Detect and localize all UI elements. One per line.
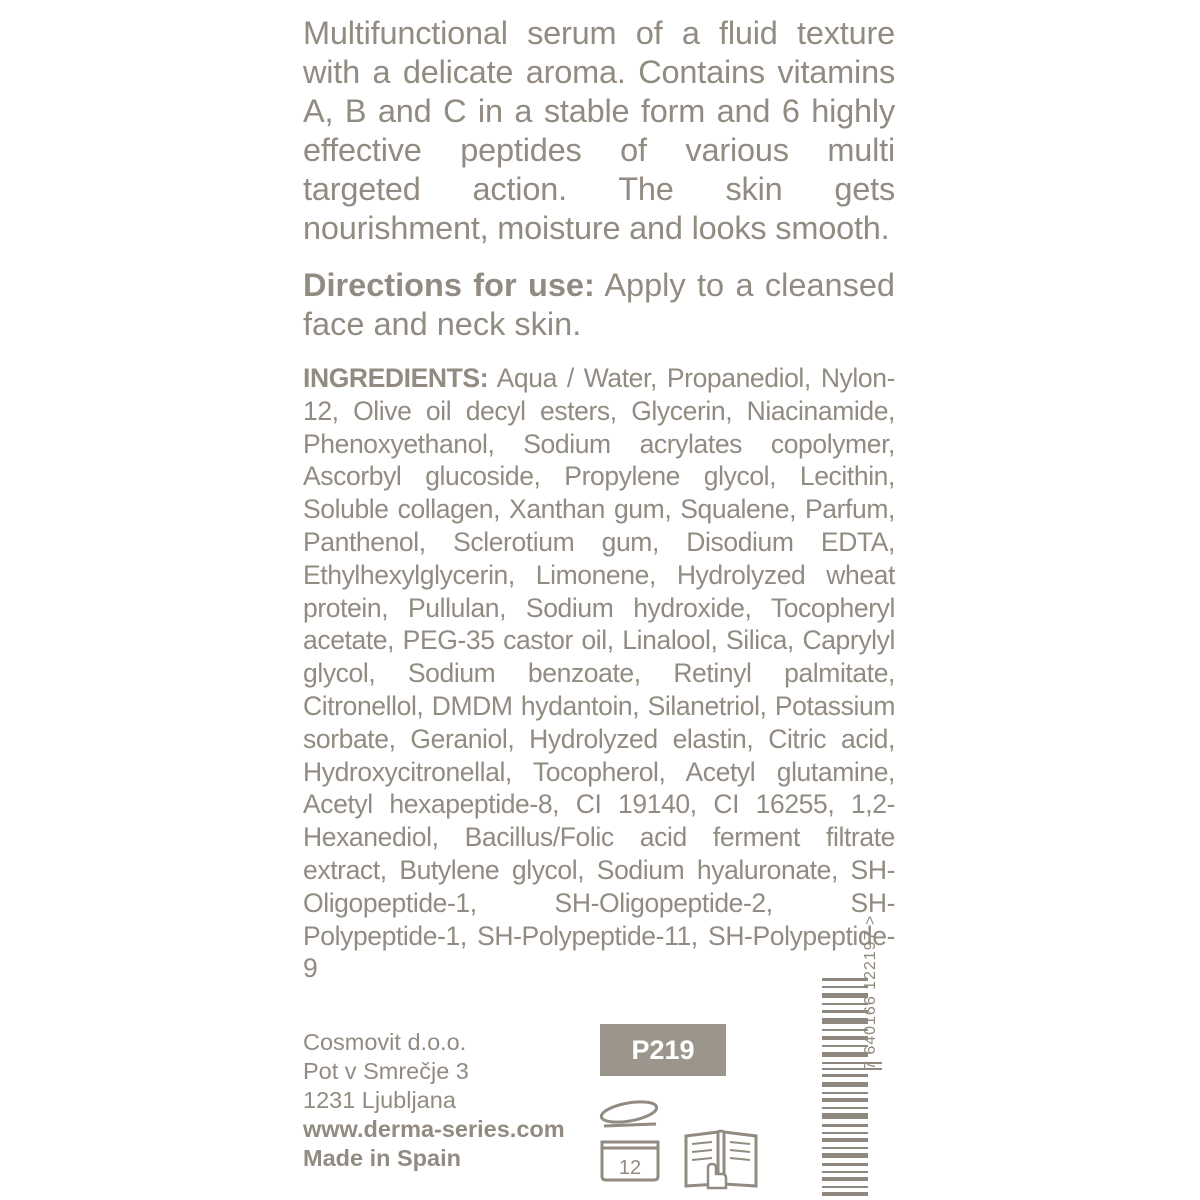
directions-for-use <box>303 266 895 344</box>
company-city: 1231 Ljubljana <box>303 1087 456 1113</box>
pao-months-label: 12 <box>618 1157 642 1179</box>
ingredients-text: Aqua / Water, Propanediol, Nylon-12, Olive oil decyl esters, Glycerin, Niacinamide, Phenoxyethanol, Sodium acrylates copolymer, Ascorbyl glucoside, Propylene glycol, Lecithin, Soluble collagen, Xanthan gum, Squalene, Parfum, Panthenol, Sclerotium gum, Disodium EDTA, Ethylhexylglycerin, Limonene, Hydrolyzed wheat protein, Pullulan, Sodium hydroxide, Tocopheryl acetate, PEG-35 castor oil, Linalool, Silica, Caprylyl glycol, Sodium benzoate, Retinyl palmitate, Citronellol, DMDM hydantoin, Silanetriol, Potassium sorbate, Geraniol, Hydrolyzed elastin, Citric acid, Hydroxycitronellal, Tocopherol, Acetyl glutamine, Acetyl hexapeptide-8, CI 19140, CI 16255, 1,2-Hexanediol, Bacillus/Folic acid ferment filtrate extract, Butylene glycol, Sodium hyaluronate, SH-Oligopeptide-1, SH-Oligopeptide-2, SH-Polypeptide-1, SH-Polypeptide-11, SH-Polypeptide-9 <box>303 363 895 984</box>
product-code-badge: P219 <box>600 1024 726 1076</box>
barcode-number: 7 640166 122197 > <box>862 914 879 1070</box>
manufacturer-info <box>303 1028 565 1173</box>
company-website: www.derma-series.com <box>303 1116 565 1142</box>
product-label <box>303 14 895 985</box>
ingredients-list <box>303 362 895 985</box>
ingredients-label: INGREDIENTS: <box>303 363 489 393</box>
product-description: Multifunctional serum of a fluid texture with a delicate aroma. Contains vitamins A, B and C in a stable form and 6 highly effective peptides of various multi targeted action. The skin gets nourishment, moisture and looks smooth. <box>303 15 895 246</box>
made-in: Made in Spain <box>303 1145 461 1171</box>
company-name: Cosmovit d.o.o. <box>303 1029 467 1055</box>
directions-label: Directions for use: <box>303 267 595 303</box>
directions-text: Apply to a cleansed face and neck skin. <box>303 267 895 342</box>
open-jar-icon <box>596 1098 666 1184</box>
refer-to-leaflet-icon <box>682 1128 760 1190</box>
company-street: Pot v Smrečje 3 <box>303 1058 469 1084</box>
